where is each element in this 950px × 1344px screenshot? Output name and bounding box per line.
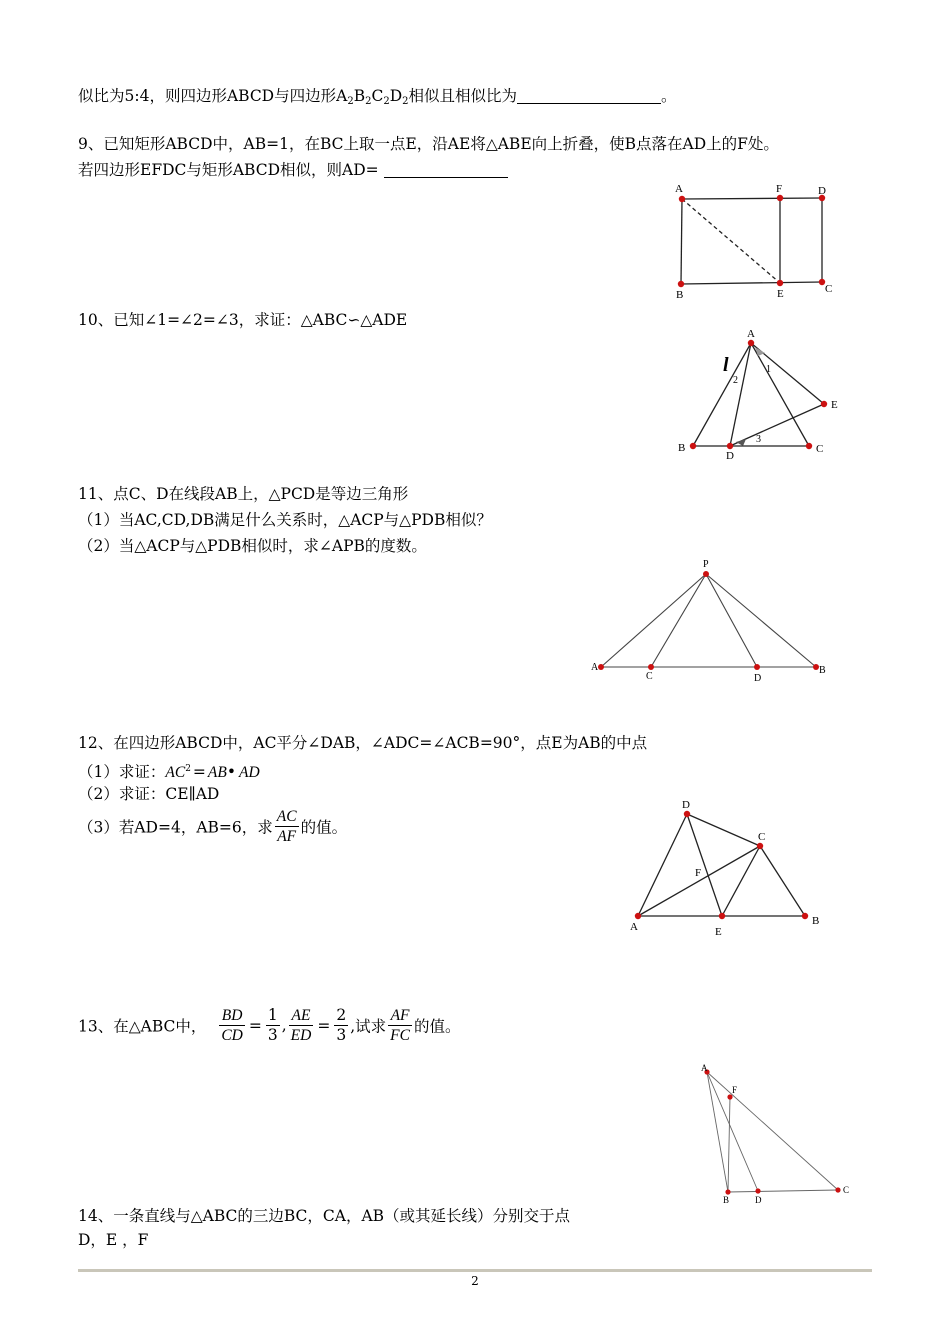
formula-ad: AD xyxy=(239,764,260,782)
comma: , xyxy=(281,1016,287,1035)
fraction-denominator: 3 xyxy=(336,1026,347,1044)
q12-part1-label: （1）求证： xyxy=(78,763,166,782)
point-label-p: P xyxy=(703,559,709,570)
subscript: 2 xyxy=(347,96,354,107)
fraction-two-thirds xyxy=(334,1006,348,1045)
fraction-ac-af xyxy=(275,807,299,846)
point-label-f: F xyxy=(695,867,702,879)
point-label-a: A xyxy=(675,183,683,195)
q10-triangle-figure xyxy=(672,325,847,460)
q14-line-1: 14、一条直线与△ABC的三边BC，CA，AB（或其延长线）分别交于点 xyxy=(78,1207,571,1225)
point-label-d: D xyxy=(726,450,734,462)
point-label-c: C xyxy=(843,1185,850,1195)
fraction-ae-ed xyxy=(289,1006,314,1045)
point-label-b: B xyxy=(812,915,820,927)
q8-end: 。 xyxy=(661,87,677,105)
formula-equals: = xyxy=(192,763,206,782)
fraction-numerator: AE xyxy=(289,1006,314,1026)
point-label-c: C xyxy=(816,443,824,455)
point-label-b: B xyxy=(723,1195,730,1205)
answer-blank[interactable] xyxy=(384,161,508,178)
page-number: 2 xyxy=(471,1274,479,1288)
vertex-letter: B xyxy=(353,87,366,105)
point-label-e: E xyxy=(831,399,838,411)
q12-line-4 xyxy=(78,807,347,846)
fraction-denominator: CD xyxy=(221,1027,243,1044)
point-label-f: F xyxy=(776,183,783,195)
q13-suffix: 的值。 xyxy=(413,1017,461,1036)
formula-dot: • xyxy=(226,763,237,782)
q11-line-3: （2）当△ACP与△PDB相似时，求∠APB的度数。 xyxy=(78,537,427,555)
point-label-f: F xyxy=(732,1085,738,1095)
subscript: 2 xyxy=(365,96,372,107)
q12-line-3: （2）求证：CE∥AD xyxy=(78,785,220,803)
point-label-b: B xyxy=(676,289,684,301)
fraction-denominator: 3 xyxy=(267,1026,278,1044)
footer-divider xyxy=(78,1269,872,1272)
fraction-denominator: FC xyxy=(390,1027,410,1044)
q12-line-2 xyxy=(78,759,260,783)
q13-mid-text: ,试求 xyxy=(350,1017,387,1036)
q8-text-after: 相似且相似比为 xyxy=(408,87,518,105)
fraction-bd-cd xyxy=(219,1006,245,1045)
q13-line xyxy=(78,1006,460,1045)
fraction-numerator: BD xyxy=(219,1006,245,1026)
fraction-denominator: AF xyxy=(277,828,297,845)
q8-tail-line xyxy=(78,86,677,112)
point-label-d: D xyxy=(682,799,690,811)
fraction-one-third xyxy=(266,1006,280,1045)
q13-prefix: 13、在△ABC中， xyxy=(78,1017,207,1036)
point-label-e: E xyxy=(715,926,722,938)
q14-line-2: D，E ，F xyxy=(78,1231,149,1249)
angle-label-3: 3 xyxy=(756,434,761,445)
point-label-d: D xyxy=(818,185,826,197)
line-label-l: l xyxy=(723,354,729,376)
point-label-c: C xyxy=(646,671,653,682)
q9-rectangle-figure xyxy=(660,178,840,303)
subscript: 2 xyxy=(402,96,409,107)
angle-label-1: 1 xyxy=(766,364,771,375)
answer-blank[interactable] xyxy=(517,87,661,104)
formula-exponent: 2 xyxy=(185,764,191,774)
fraction-denominator: ED xyxy=(290,1027,312,1044)
q8-text: 似比为5:4，则四边形ABCD与四边形A xyxy=(78,87,348,105)
subscript: 2 xyxy=(383,96,390,107)
q11-line-1: 11、点C、D在线段AB上，△PCD是等边三角形 xyxy=(78,485,409,503)
q12-line-1: 12、在四边形ABCD中，AC平分∠DAB，∠ADC=∠ACB=90°，点E为AB的中点 xyxy=(78,734,648,752)
q11-equilateral-figure xyxy=(585,555,830,685)
q9-question-text: 若四边形EFDC与矩形ABCD相似，则AD= xyxy=(78,161,384,179)
q12-quadrilateral-figure xyxy=(620,795,835,945)
q12-part3-label: （3）若AD=4，AB=6，求 xyxy=(78,818,273,837)
q9-line-2 xyxy=(78,160,508,180)
q10-line-1: 10、已知∠1=∠2=∠3，求证：△ABC∽△ADE xyxy=(78,311,408,329)
point-label-c: C xyxy=(825,283,833,295)
fraction-numerator: AF xyxy=(388,1006,412,1026)
q13-triangle-figure xyxy=(695,1060,860,1210)
equals-sign: = xyxy=(248,1016,262,1035)
fraction-numerator: 2 xyxy=(336,1006,347,1024)
formula-ac: AC xyxy=(165,764,186,782)
q11-line-2: （1）当AC,CD,DB满足什么关系时，△ACP与△PDB相似？ xyxy=(78,511,492,529)
q9-line-1: 9、已知矩形ABCD中，AB=1，在BC上取一点E，沿AE将△ABE向上折叠，使B点落在AD上的F处。 xyxy=(78,135,779,153)
point-label-d: D xyxy=(755,1195,762,1205)
point-label-a: A xyxy=(701,1063,708,1073)
point-label-b: B xyxy=(678,442,686,454)
angle-label-2: 2 xyxy=(733,375,738,386)
point-label-d: D xyxy=(754,673,762,684)
point-label-c: C xyxy=(758,831,766,843)
vertex-letter: C xyxy=(371,87,384,105)
q12-part3-suffix: 的值。 xyxy=(300,818,348,837)
fraction-numerator: 1 xyxy=(267,1006,278,1024)
equals-sign: = xyxy=(317,1016,331,1035)
fraction-numerator: AC xyxy=(276,808,297,825)
point-label-b: B xyxy=(819,665,826,676)
point-label-a: A xyxy=(591,662,599,673)
vertex-letter: D xyxy=(389,87,403,105)
point-label-a: A xyxy=(747,328,755,340)
formula-ab: AB xyxy=(207,764,227,782)
point-label-a: A xyxy=(630,921,638,933)
fraction-af-fc xyxy=(388,1006,412,1045)
point-label-e: E xyxy=(777,288,784,300)
